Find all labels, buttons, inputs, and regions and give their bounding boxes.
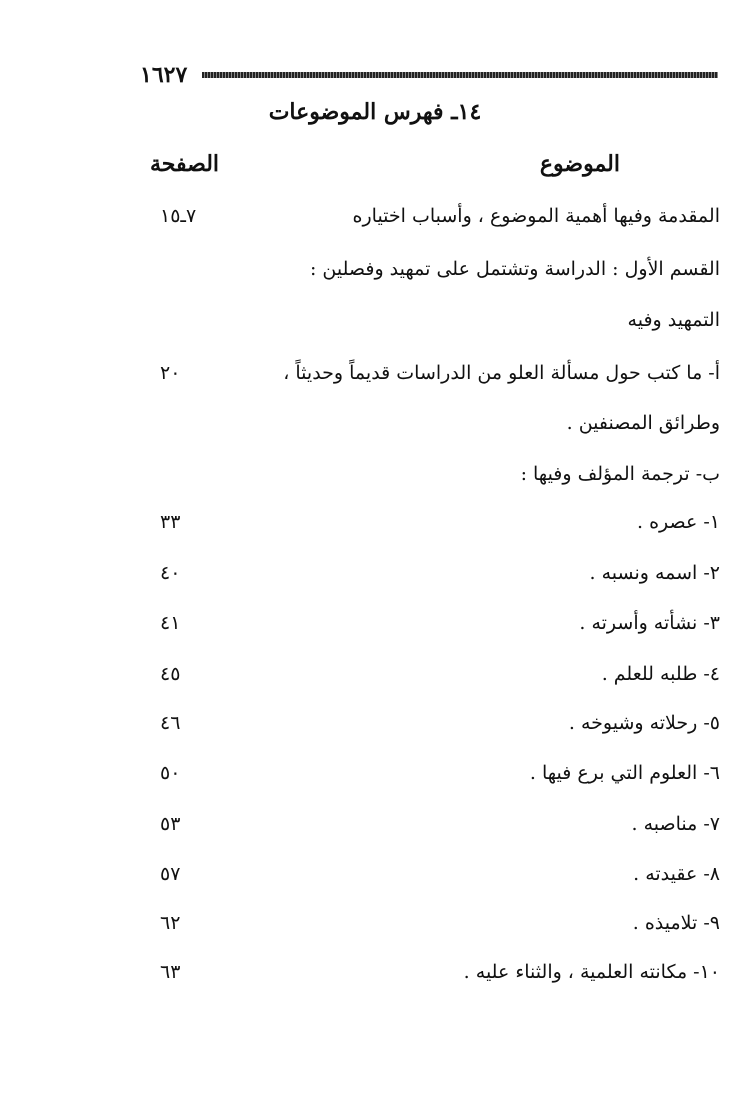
index-entry-page: ٣٣ [160, 511, 181, 533]
index-row [0, 705, 750, 741]
index-entry-page: ٥٧ [160, 863, 181, 885]
index-entry-text: ٥- رحلاته وشيوخه . [568, 712, 720, 734]
index-entry-text: المقدمة وفيها أهمية الموضوع ، وأسباب اختياره [352, 205, 720, 227]
index-entry-page: ٢٠ [160, 362, 181, 384]
index-entry-text: ٣- نشأته وأسرته . [579, 612, 720, 634]
index-row [0, 504, 750, 540]
index-row [0, 456, 750, 492]
header-rule [202, 72, 718, 78]
index-entry-page: ٤٥ [160, 663, 181, 685]
page-number: ١٦٢٧ [140, 62, 188, 88]
index-row [0, 251, 750, 287]
index-row [0, 656, 750, 692]
page-column-header: الصفحة [150, 151, 220, 177]
index-entry-text: ٦- العلوم التي برع فيها . [529, 762, 720, 784]
index-row [0, 905, 750, 941]
index-row [0, 806, 750, 842]
index-title: ١٤ـ فهرس الموضوعات [268, 99, 482, 125]
index-entry-text: ٨- عقيدته . [633, 863, 720, 885]
index-entry-text: وطرائق المصنفين . [566, 412, 720, 434]
index-entry-page: ٤٠ [160, 562, 181, 584]
index-entry-text: ب- ترجمة المؤلف وفيها : [520, 463, 720, 485]
page-header [140, 62, 718, 88]
index-entry-page: ٥٠ [160, 762, 181, 784]
index-entry-text: التمهيد وفيه [627, 309, 720, 331]
index-row [0, 954, 750, 990]
index-row [0, 405, 750, 441]
index-entry-text: ١٠- مكانته العلمية ، والثناء عليه . [463, 961, 720, 983]
index-entry-text: ٢- اسمه ونسبه . [589, 562, 720, 584]
index-entry-page: ٦٢ [160, 912, 181, 934]
index-entry-page: ٤٦ [160, 712, 181, 734]
index-row [0, 755, 750, 791]
index-entry-page: ٥٣ [160, 813, 181, 835]
index-entry-text: ١- عصره . [636, 511, 720, 533]
index-entry-text: ٩- تلاميذه . [632, 912, 720, 934]
index-row [0, 198, 750, 234]
index-row [0, 355, 750, 391]
index-row [0, 555, 750, 591]
index-row [0, 856, 750, 892]
index-entry-page: ٤١ [160, 612, 181, 634]
index-entry-page: ٧ـ١٥ [160, 205, 197, 227]
index-entry-text: القسم الأول : الدراسة وتشتمل على تمهيد وفصلين : [309, 258, 720, 280]
index-entry-page: ٦٣ [160, 961, 181, 983]
index-entry-text: ٧- مناصبه . [631, 813, 720, 835]
index-row [0, 302, 750, 338]
index-entry-text: ٤- طلبه للعلم . [601, 663, 720, 685]
topic-column-header: الموضوع [539, 151, 620, 177]
index-row [0, 605, 750, 641]
index-entry-text: أ- ما كتب حول مسألة العلو من الدراسات قديماً وحديثاً ، [283, 362, 720, 384]
